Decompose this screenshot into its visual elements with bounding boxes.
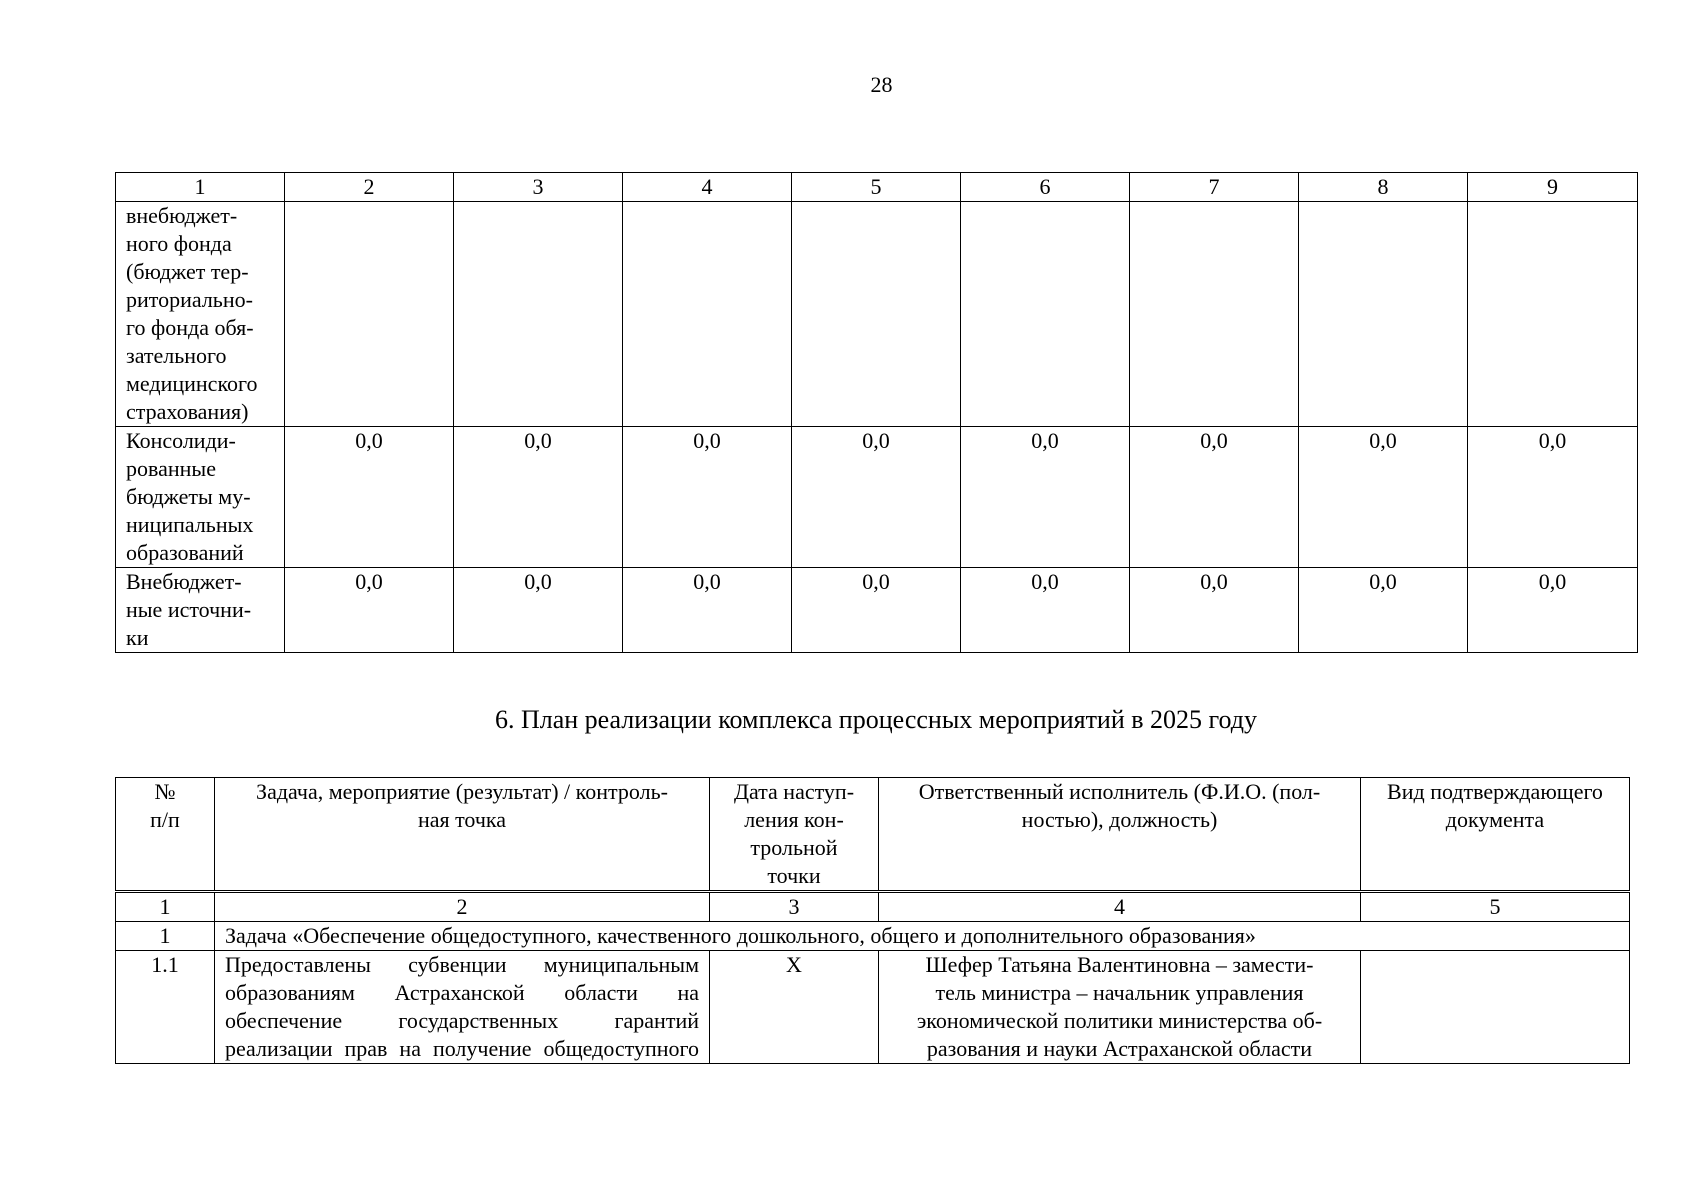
cell-value: 0,0 xyxy=(1299,568,1468,653)
cell-value xyxy=(454,202,623,427)
cell-value: 0,0 xyxy=(285,568,454,653)
col-number: 8 xyxy=(1299,173,1468,202)
col-number: 4 xyxy=(879,892,1361,922)
item-responsible: Шефер Татьяна Валентиновна – замести- тель министра – начальник управления экономической политики министерства об- разования и науки Астраханской области xyxy=(879,951,1361,1064)
section-title: 6. План реализации комплекса процессных мероприятий в 2025 году xyxy=(494,705,1258,734)
row-label: Консолиди- рованные бюджеты му- ниципальных образований xyxy=(116,427,285,568)
header-cell: Задача, мероприятие (результат) / контроль- ная точка xyxy=(215,778,710,892)
header-cell: Вид подтверждающего документа xyxy=(1361,778,1630,892)
item-row xyxy=(116,951,1630,1064)
cell-value: 0,0 xyxy=(623,427,792,568)
task-text: Задача «Обеспечение общедоступного, качественного дошкольного, общего и дополнительного образования» xyxy=(215,922,1630,951)
cell-value: 0,0 xyxy=(1130,427,1299,568)
col-number: 5 xyxy=(792,173,961,202)
column-number-row xyxy=(116,173,1638,202)
cell-value: 0,0 xyxy=(1130,568,1299,653)
col-number: 6 xyxy=(961,173,1130,202)
col-number: 3 xyxy=(710,892,879,922)
cell-value xyxy=(1130,202,1299,427)
cell-value xyxy=(623,202,792,427)
column-number-row xyxy=(116,892,1630,922)
page-number: 28 xyxy=(870,72,893,97)
cell-value: 0,0 xyxy=(623,568,792,653)
cell-value: 0,0 xyxy=(454,568,623,653)
cell-value xyxy=(1299,202,1468,427)
cell-value: 0,0 xyxy=(1468,427,1638,568)
cell-value: 0,0 xyxy=(792,568,961,653)
cell-value: 0,0 xyxy=(961,427,1130,568)
item-number: 1.1 xyxy=(116,951,215,1064)
col-number: 4 xyxy=(623,173,792,202)
header-row xyxy=(116,778,1630,892)
col-number: 1 xyxy=(116,892,215,922)
cell-value xyxy=(285,202,454,427)
col-number: 2 xyxy=(215,892,710,922)
col-number: 1 xyxy=(116,173,285,202)
col-number: 9 xyxy=(1468,173,1638,202)
cell-value: 0,0 xyxy=(961,568,1130,653)
col-number: 7 xyxy=(1130,173,1299,202)
table-row xyxy=(116,202,1638,427)
task-number: 1 xyxy=(116,922,215,951)
header-cell: Дата наступ- ления кон- трольной точки xyxy=(710,778,879,892)
cell-value: 0,0 xyxy=(454,427,623,568)
col-number: 2 xyxy=(285,173,454,202)
funding-sources-table xyxy=(115,172,1638,653)
row-label: Внебюджет- ные источни- ки xyxy=(116,568,285,653)
item-document xyxy=(1361,951,1630,1064)
col-number: 5 xyxy=(1361,892,1630,922)
row-label: внебюджет- ного фонда (бюджет тер- риториально- го фонда обя- зательного медицинского страхования) xyxy=(116,202,285,427)
header-cell: Ответственный исполнитель (Ф.И.О. (пол- ностью), должность) xyxy=(879,778,1361,892)
table-row xyxy=(116,427,1638,568)
cell-value xyxy=(1468,202,1638,427)
item-date: Х xyxy=(710,951,879,1064)
cell-value: 0,0 xyxy=(1299,427,1468,568)
cell-value: 0,0 xyxy=(792,427,961,568)
cell-value: 0,0 xyxy=(1468,568,1638,653)
cell-value xyxy=(961,202,1130,427)
table-row xyxy=(116,568,1638,653)
activities-plan-table xyxy=(115,777,1630,1064)
header-cell: № п/п xyxy=(116,778,215,892)
task-row xyxy=(116,922,1630,951)
col-number: 3 xyxy=(454,173,623,202)
cell-value: 0,0 xyxy=(285,427,454,568)
cell-value xyxy=(792,202,961,427)
item-text: Предоставлены субвенции муниципальным образованиям Астраханской области на обеспечение государственных гарантий реализации прав на получение общедоступного xyxy=(215,951,710,1064)
